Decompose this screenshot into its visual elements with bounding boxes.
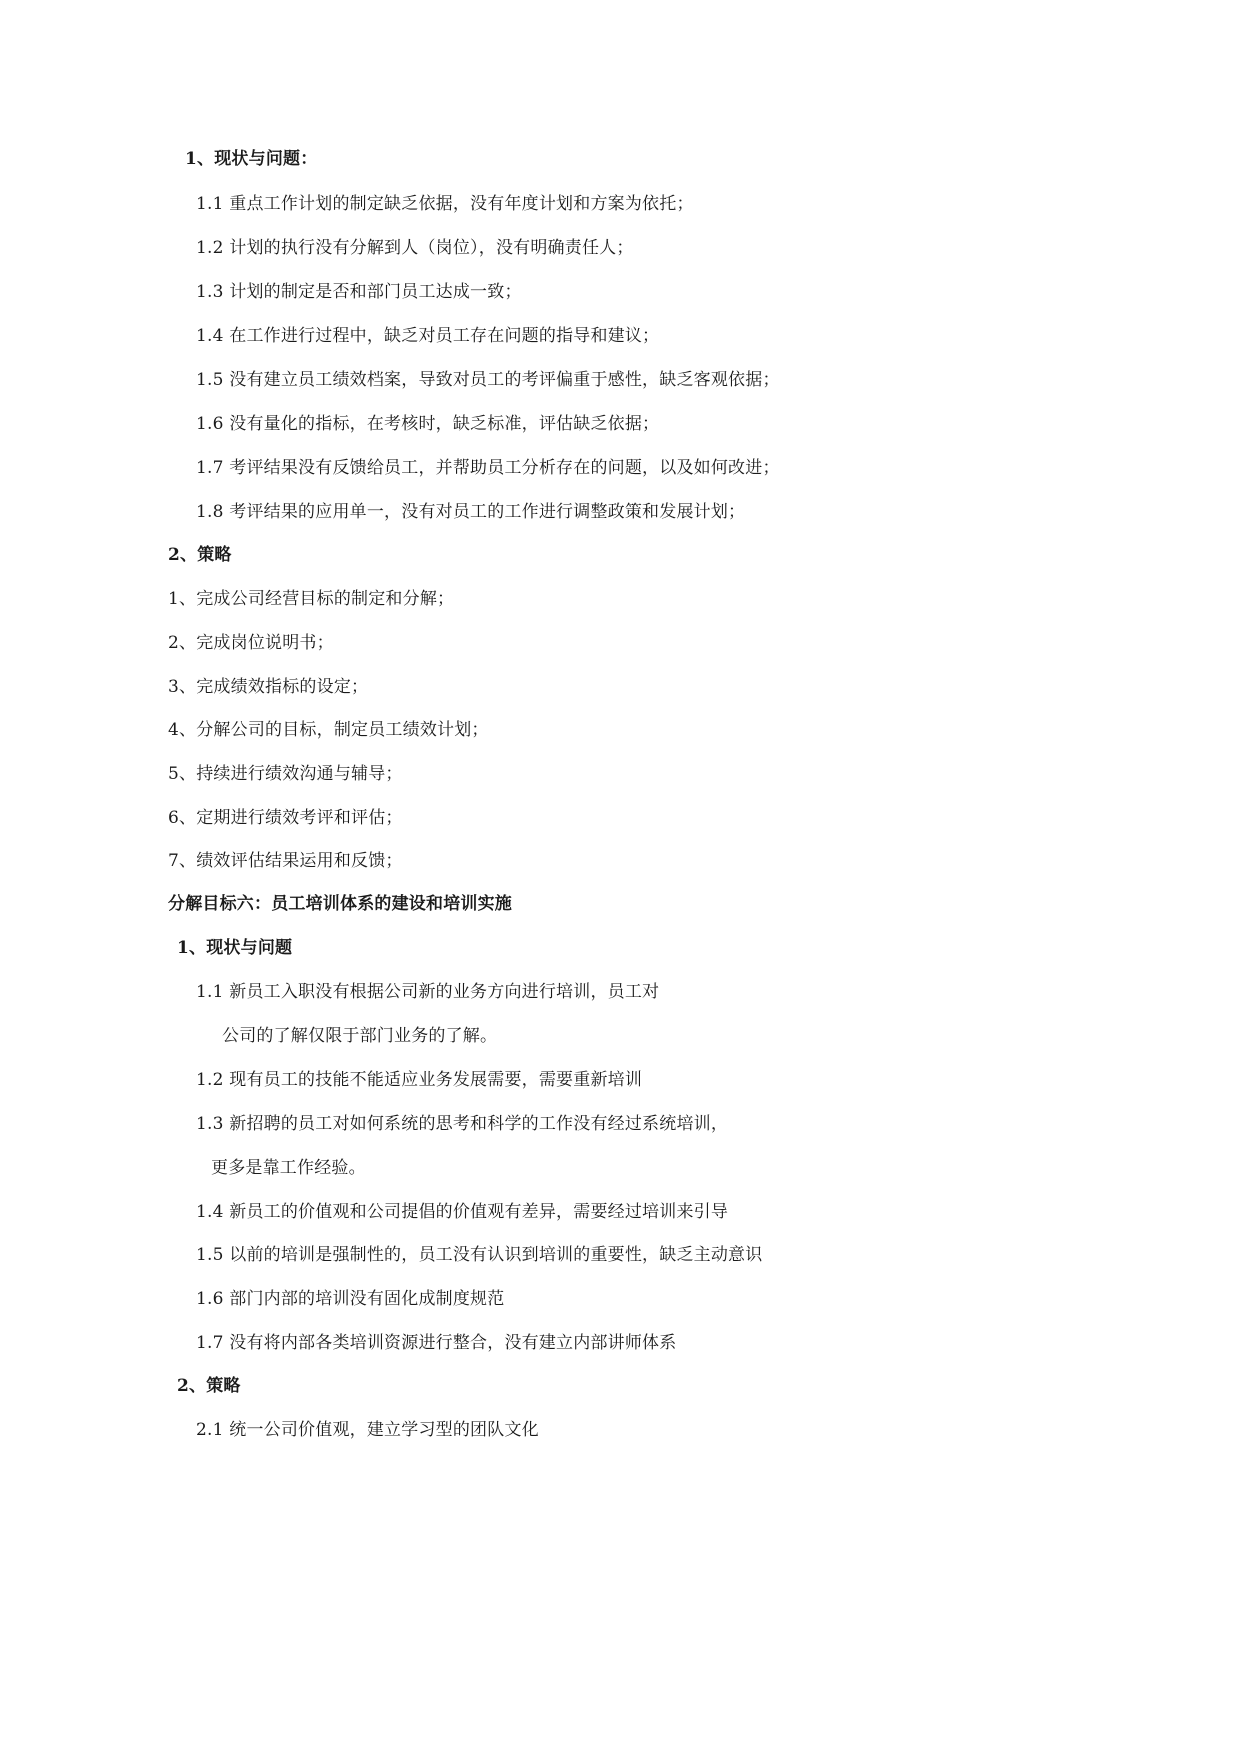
section5-status-item: 1.7 考评结果没有反馈给员工，并帮助员工分析存在的问题，以及如何改进； (196, 458, 780, 478)
section6-status-line: 更多是靠工作经验。 (211, 1158, 366, 1178)
section5-status-item: 1.4 在工作进行过程中，缺乏对员工存在问题的指导和建议； (196, 326, 660, 346)
section6-status-line: 1.7 没有将内部各类培训资源进行整合，没有建立内部讲师体系 (196, 1333, 677, 1353)
section5-strategy-heading: 2、策略 (168, 545, 232, 565)
section6-strategy-heading: 2、策略 (177, 1376, 241, 1396)
section6-status-line: 1.6 部门内部的培训没有固化成制度规范 (196, 1289, 505, 1309)
section6-status-line: 1.2 现有员工的技能不能适应业务发展需要，需要重新培训 (196, 1070, 643, 1090)
section6-status-line: 1.5 以前的培训是强制性的，员工没有认识到培训的重要性，缺乏主动意识 (196, 1245, 763, 1265)
section6-status-line: 公司的了解仅限于部门业务的了解。 (222, 1026, 498, 1046)
section6-status-line: 1.3 新招聘的员工对如何系统的思考和科学的工作没有经过系统培训， (196, 1114, 729, 1134)
section5-status-item: 1.5 没有建立员工绩效档案，导致对员工的考评偏重于感性，缺乏客观依据； (196, 370, 780, 390)
section5-strategy-item: 1、完成公司经营目标的制定和分解； (168, 589, 455, 609)
section5-strategy-item: 3、完成绩效指标的设定； (168, 677, 369, 697)
section5-status-item: 1.8 考评结果的应用单一，没有对员工的工作进行调整政策和发展计划； (196, 502, 746, 522)
section5-strategy-item: 7、绩效评估结果运用和反馈； (168, 851, 403, 871)
section6-status-line: 1.4 新员工的价值观和公司提倡的价值观有差异，需要经过培训来引导 (196, 1202, 729, 1222)
section5-status-item: 1.2 计划的执行没有分解到人（岗位），没有明确责任人； (196, 238, 634, 258)
section6-status-line: 1.1 新员工入职没有根据公司新的业务方向进行培训，员工对 (196, 982, 660, 1002)
section5-strategy-item: 4、分解公司的目标，制定员工绩效计划； (168, 720, 489, 740)
section6-status-heading: 1、现状与问题 (177, 938, 293, 958)
section5-status-heading: 1、现状与问题： (185, 149, 318, 169)
section5-strategy-item: 6、定期进行绩效考评和评估； (168, 808, 403, 828)
section6-title: 分解目标六：员工培训体系的建设和培训实施 (168, 894, 512, 914)
section5-strategy-item: 2、完成岗位说明书； (168, 633, 334, 653)
section6-strategy-item: 2.1 统一公司价值观，建立学习型的团队文化 (196, 1420, 539, 1440)
section5-strategy-item: 5、持续进行绩效沟通与辅导； (168, 764, 403, 784)
section5-status-item: 1.3 计划的制定是否和部门员工达成一致； (196, 282, 522, 302)
section5-status-item: 1.6 没有量化的指标，在考核时，缺乏标准，评估缺乏依据； (196, 414, 660, 434)
section5-status-item: 1.1 重点工作计划的制定缺乏依据，没有年度计划和方案为依托； (196, 194, 694, 214)
